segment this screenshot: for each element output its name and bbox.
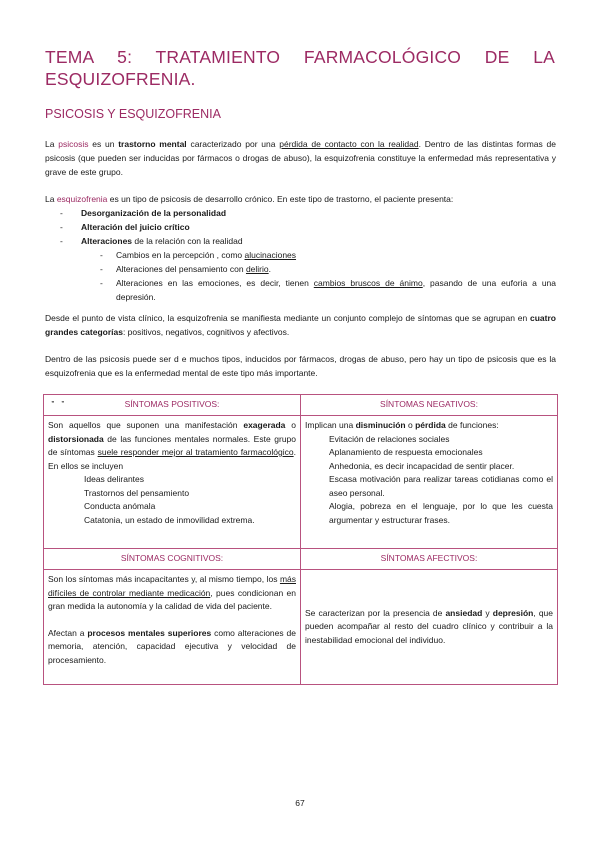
term-esquizofrenia: esquizofrenia xyxy=(56,194,108,204)
list-item: - Ideas delirantes xyxy=(48,473,296,487)
list-item: - Escasa motivación para realizar tareas cotidianas como el aseo personal. xyxy=(305,473,553,500)
sub-symptom-list xyxy=(45,248,556,304)
list-item: - Alteración del juicio crítico xyxy=(45,220,556,234)
section-heading: PSICOSIS Y ESQUIZOFRENIA xyxy=(45,107,221,121)
page-title: TEMA 5: TRATAMIENTO FARMACOLÓGICO DE LA ESQUIZOFRENIA. xyxy=(45,47,555,89)
header-cognitivos: SÍNTOMAS COGNITIVOS: xyxy=(44,549,301,570)
list-item: - Conducta anómala xyxy=(48,500,296,514)
positivos-list xyxy=(48,473,296,527)
list-item: - Evitación de relaciones sociales xyxy=(305,433,553,447)
page-number: 67 xyxy=(295,798,305,808)
list-item: - Desorganización de la personalidad xyxy=(45,206,556,220)
list-item: - Catatonia, un estado de inmovilidad extrema. xyxy=(48,514,296,528)
paragraph-categorias: Desde el punto de vista clínico, la esquizofrenia se manifiesta mediante un conjunto complejo de síntomas que se agrupan en cuatro grandes categorías: positivos, negativos, cognitivos y afectivos. xyxy=(45,313,556,337)
paragraph-tipos: Dentro de las psicosis puede ser d e muchos tipos, inducidos por fármacos, drogas de abuso, pero hay un tipo de psicosis que es la esquizofrenia que es la enfermedad mental de este tipo más importante. xyxy=(45,354,556,378)
cell-afectivos: Se caracterizan por la presencia de ansiedad y depresión, que pueden acompañar al resto del cuadro clínico y contribuir a la inestabilidad emocional del individuo. xyxy=(301,570,558,685)
list-item: - Alteraciones de la relación con la realidad xyxy=(45,234,556,248)
paragraph-psicosis: La psicosis es un trastorno mental caracterizado por una pérdida de contacto con la realidad. Dentro de las distintas formas de psicosis (que pueden ser inducidas por fármacos o drogas de abuso), la esquizofrenia constituye la enfermedad más representativa y grave de este grupo. xyxy=(45,139,556,177)
list-item: - Trastornos del pensamiento xyxy=(48,487,296,501)
header-positivos: SÍNTOMAS POSITIVOS: xyxy=(44,395,301,416)
list-item: - Anhedonia, es decir incapacidad de sentir placer. xyxy=(305,460,553,474)
list-item: - Alogia, pobreza en el lenguaje, por lo que les cuesta argumentar y estructurar frases. xyxy=(305,500,553,527)
header-afectivos: SÍNTOMAS AFECTIVOS: xyxy=(301,549,558,570)
list-item: - Alteraciones del pensamiento con delirio. xyxy=(45,262,556,276)
negativos-list xyxy=(305,433,553,528)
term-psicosis: psicosis xyxy=(58,139,89,149)
list-item: - Cambios en la percepción , como alucinaciones xyxy=(45,248,556,262)
cell-cognitivos: Son los síntomas más incapacitantes y, al mismo tiempo, los más difíciles de controlar mediante medicación, pues condicionan en gran medida la autonomía y la calidad de vida del paciente. Afectan a procesos mentales superiores como alteraciones de memoria, atención, capacidad ejecutiva y velocidad de procesamiento. xyxy=(44,570,301,685)
symptoms-table xyxy=(43,394,558,685)
symptom-list xyxy=(45,206,556,248)
list-item: - Alteraciones en las emociones, es decir, tienen cambios bruscos de ánimo, pasando de una euforia a una depresión. xyxy=(45,276,556,304)
header-negativos: SÍNTOMAS NEGATIVOS: xyxy=(301,395,558,416)
cell-negativos: Implican una disminución o pérdida de funciones: - Evitación de relaciones sociales - Aplanamiento de respuesta emocionales - Anhedonia, es decir incapacidad de sentir placer. - Escasa motivación para realizar tareas cotidianas como el aseo personal. - Alogia, pobreza en el lenguaje, por lo que les cuesta argumentar y estructurar frases. xyxy=(301,416,558,549)
paragraph-esquizofrenia: La esquizofrenia es un tipo de psicosis de desarrollo crónico. En este tipo de trastorno, el paciente presenta: - Desorganización de la personalidad - Alteración del juicio crítico - Alteraciones de la relación con la realidad - Cambios en la percepción , como alucinaciones - Alteraciones del pensamiento con delirio. - Alteraciones en las emociones, es decir, tienen cambios bruscos de ánimo, pasando de una euforia a una depresión. xyxy=(45,192,556,304)
list-item: - Aplanamiento de respuesta emocionales xyxy=(305,446,553,460)
cell-positivos: Son aquellos que suponen una manifestación exagerada o distorsionada de las funciones mentales normales. Este grupo de síntomas suele responder mejor al tratamiento farmacológico. En ellos se incluyen - Ideas delirantes - Trastornos del pensamiento - Conducta anómala - Catatonia, un estado de inmovilidad extrema. xyxy=(44,416,301,549)
